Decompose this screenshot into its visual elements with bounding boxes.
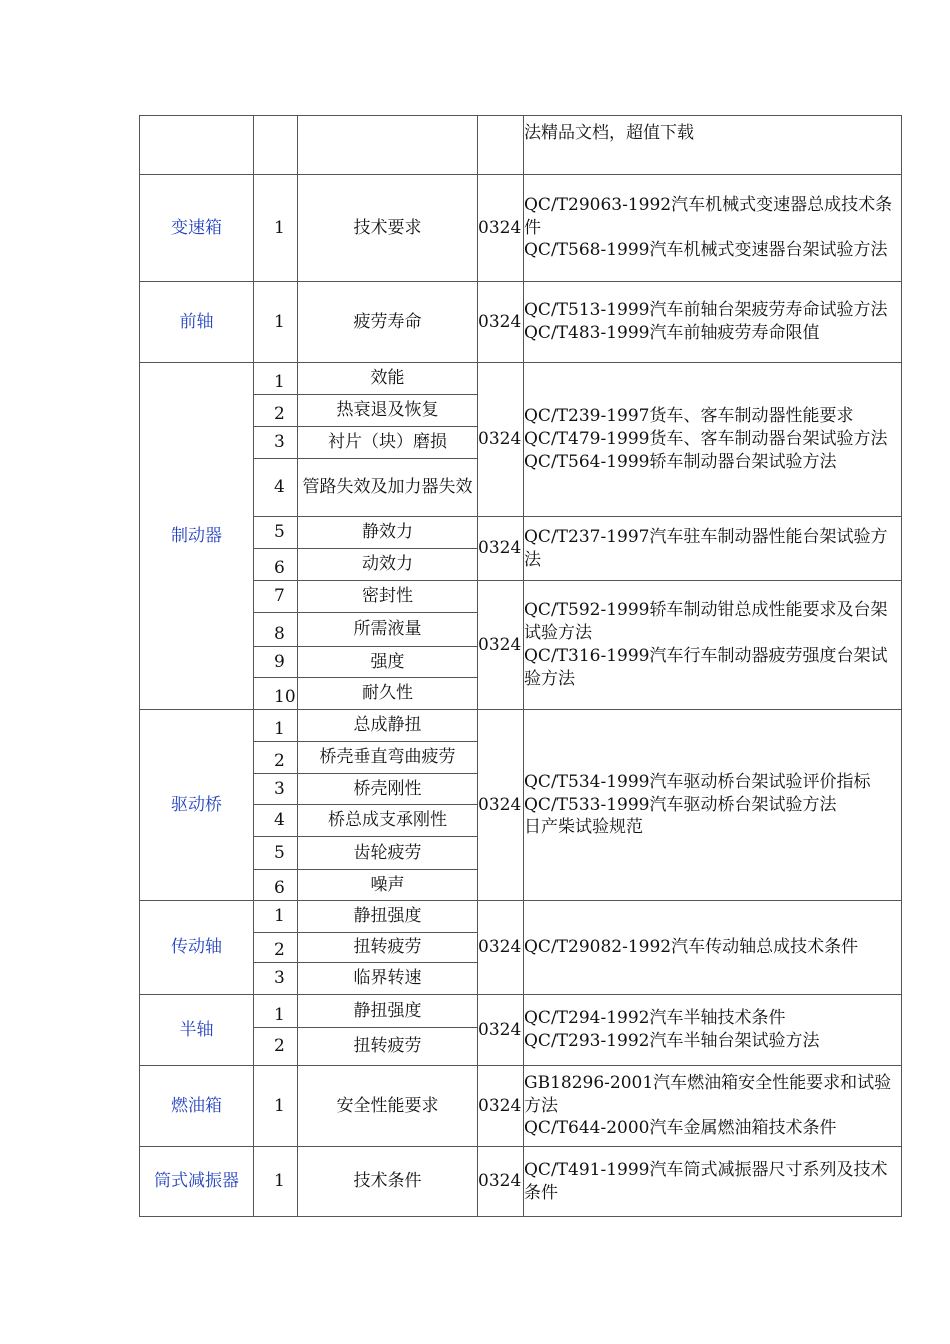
- test-item: 管路失效及加力器失效: [298, 459, 478, 517]
- standard-text: QC/T568-1999汽车机械式变速器台架试验方法: [524, 240, 888, 261]
- item-number: 4: [254, 459, 298, 517]
- standard-text: QC/T294-1992汽车半轴技术条件: [524, 1008, 786, 1029]
- item-number: 1: [254, 901, 298, 933]
- test-item: 扭转疲劳: [298, 1028, 478, 1066]
- test-item: 总成静扭: [298, 710, 478, 742]
- item-number: 2: [254, 742, 298, 774]
- item-number: 1: [254, 995, 298, 1028]
- code-cell: [478, 116, 524, 175]
- part-name: 变速箱: [140, 175, 254, 282]
- standard-text: QC/T29063-1992汽车机械式变速器总成技术条件: [524, 194, 893, 238]
- item-number: 5: [254, 837, 298, 870]
- code-cell: 0324: [478, 1147, 524, 1217]
- code-cell: 0324: [478, 995, 524, 1066]
- item-number: 7: [254, 581, 298, 613]
- test-item: 齿轮疲劳: [298, 837, 478, 870]
- standard-text: QC/T491-1999汽车筒式减振器尺寸系列及技术条件: [524, 1159, 888, 1203]
- part-name: 制动器: [140, 363, 254, 710]
- table-row: [140, 517, 902, 549]
- item-number: 4: [254, 805, 298, 837]
- standards-table: [139, 115, 902, 1217]
- test-item: 效能: [298, 363, 478, 395]
- item-number: 5: [254, 517, 298, 549]
- num-cell: [254, 116, 298, 175]
- table-row: [140, 995, 902, 1028]
- test-item: 技术要求: [298, 175, 478, 282]
- standard-text: QC/T483-1999汽车前轴疲劳寿命限值: [524, 323, 820, 343]
- test-item: 桥总成支承刚性: [298, 805, 478, 837]
- code-cell: 0324: [478, 363, 524, 517]
- standard-text: QC/T479-1999货车、客车制动器台架试验方法: [524, 429, 888, 450]
- standard-cell: [524, 116, 902, 175]
- item-number: 1: [254, 175, 298, 282]
- item-number: 2: [254, 395, 298, 427]
- standard-cell: [524, 517, 902, 581]
- table-row: [140, 901, 902, 933]
- test-item: 衬片（块）磨损: [298, 427, 478, 459]
- test-item: 热衰退及恢复: [298, 395, 478, 427]
- item-cell: [298, 116, 478, 175]
- table-row: [140, 1066, 902, 1147]
- standard-cell: [524, 282, 902, 363]
- test-item: 静扭强度: [298, 901, 478, 933]
- test-item: 安全性能要求: [298, 1066, 478, 1147]
- standard-text: 日产柴试验规范: [524, 817, 643, 838]
- test-item: 强度: [298, 647, 478, 678]
- item-number: 2: [254, 1028, 298, 1066]
- standard-cell: [524, 175, 902, 282]
- part-name: 传动轴: [140, 901, 254, 995]
- test-item: 桥壳垂直弯曲疲劳: [298, 742, 478, 774]
- standard-text: 法精品文档，超值下载: [524, 123, 694, 143]
- standard-text: QC/T293-1992汽车半轴台架试验方法: [524, 1031, 820, 1051]
- standard-text: QC/T513-1999汽车前轴台架疲劳寿命试验方法: [524, 300, 888, 321]
- part-name: 前轴: [140, 282, 254, 363]
- item-number: 6: [254, 549, 298, 581]
- item-number: 9: [254, 647, 298, 678]
- standard-text: GB18296-2001汽车燃油箱安全性能要求和试验方法: [524, 1072, 892, 1116]
- standard-cell: [524, 363, 902, 517]
- part-name: 筒式减振器: [140, 1147, 254, 1217]
- standard-cell: [524, 581, 902, 710]
- test-item: 疲劳寿命: [298, 282, 478, 363]
- standard-text: QC/T644-2000汽车金属燃油箱技术条件: [524, 1118, 837, 1139]
- item-number: 2: [254, 933, 298, 963]
- code-cell: 0324: [478, 710, 524, 901]
- standard-cell: [524, 995, 902, 1066]
- standard-text: QC/T316-1999汽车行车制动器疲劳强度台架试验方法: [524, 646, 888, 689]
- item-number: 8: [254, 613, 298, 647]
- test-item: 密封性: [298, 581, 478, 613]
- test-item: 扭转疲劳: [298, 933, 478, 963]
- table-row: [140, 363, 902, 395]
- part-cell: [140, 116, 254, 175]
- standard-text: QC/T239-1997货车、客车制动器性能要求: [524, 406, 854, 427]
- part-name: 燃油箱: [140, 1066, 254, 1147]
- table-row: [140, 710, 902, 742]
- item-number: 1: [254, 710, 298, 742]
- test-item: 静扭强度: [298, 995, 478, 1028]
- standard-cell: [524, 1066, 902, 1147]
- standard-text: QC/T564-1999轿车制动器台架试验方法: [524, 451, 837, 472]
- test-item: 所需液量: [298, 613, 478, 647]
- table-row: [140, 581, 902, 613]
- table-row: [140, 116, 902, 175]
- test-item: 静效力: [298, 517, 478, 549]
- item-number: 1: [254, 1066, 298, 1147]
- test-item: 桥壳刚性: [298, 774, 478, 805]
- standard-text: QC/T592-1999轿车制动钳总成性能要求及台架试验方法: [524, 600, 888, 644]
- table-row: [140, 282, 902, 363]
- test-item: 耐久性: [298, 678, 478, 710]
- standard-cell: [524, 1147, 902, 1217]
- code-cell: 0324: [478, 282, 524, 363]
- part-name: 驱动桥: [140, 710, 254, 901]
- test-item: 临界转速: [298, 963, 478, 995]
- code-cell: 0324: [478, 581, 524, 710]
- test-item: 噪声: [298, 870, 478, 901]
- test-item: 技术条件: [298, 1147, 478, 1217]
- item-number: 10: [254, 678, 298, 710]
- code-cell: 0324: [478, 175, 524, 282]
- standard-cell: [524, 710, 902, 901]
- item-number: 3: [254, 963, 298, 995]
- part-name: 半轴: [140, 995, 254, 1066]
- item-number: 3: [254, 774, 298, 805]
- code-cell: 0324: [478, 517, 524, 581]
- code-cell: 0324: [478, 1066, 524, 1147]
- standard-text: QC/T533-1999汽车驱动桥台架试验方法: [524, 794, 837, 815]
- code-cell: 0324: [478, 901, 524, 995]
- item-number: 6: [254, 870, 298, 901]
- standard-text: QC/T534-1999汽车驱动桥台架试验评价指标: [524, 771, 871, 792]
- item-number: 1: [254, 1147, 298, 1217]
- standard-cell: [524, 901, 902, 995]
- item-number: 3: [254, 427, 298, 459]
- table-row: [140, 1147, 902, 1217]
- standard-text: QC/T29082-1992汽车传动轴总成技术条件: [524, 937, 859, 958]
- standard-text: QC/T237-1997汽车驻车制动器性能台架试验方法: [524, 526, 888, 570]
- item-number: 1: [254, 282, 298, 363]
- test-item: 动效力: [298, 549, 478, 581]
- table-row: [140, 175, 902, 282]
- item-number: 1: [254, 363, 298, 395]
